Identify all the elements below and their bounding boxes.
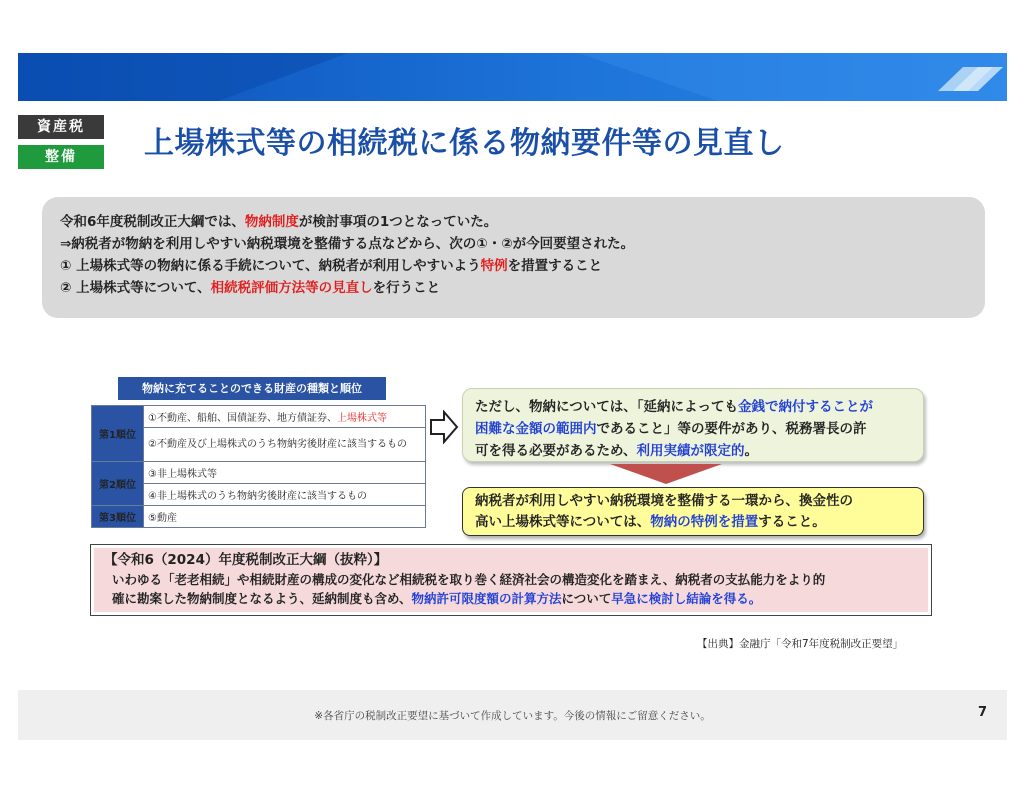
rank-cell: 第1順位 [92, 406, 144, 462]
summary-line-2: ⇒納税者が物納を利用しやすい納税環境を整備する点などから、次の①・②が今回要望された。 [60, 236, 635, 252]
table-row [92, 462, 426, 484]
banner-graphic [18, 53, 1007, 101]
tax-outline-box [90, 544, 932, 616]
source-citation: 【出典】金融庁「令和7年度税制改正要望」 [697, 638, 904, 650]
table-cell: ⑤動産 [144, 506, 426, 528]
property-table [91, 405, 426, 528]
outline-line-1: いわゆる「老老相続」や相続財産の構成の変化など相続税を取り巻く経済社会の構造変化を踏まえ、納税者の支払能力をより的 [112, 572, 826, 587]
outline-heading: 【令和6（2024）年度税制改正大綱（抜粋）】 [104, 552, 388, 568]
table-cell: ①不動産、船舶、国債証券、地方債証券、上場株式等 [144, 406, 426, 428]
page-number: 7 [977, 705, 987, 720]
type-tag: 整備 [18, 145, 104, 169]
footer-note: ※各省庁の税制改正要望に基づいて作成しています。今後の情報にご留意ください。 [314, 710, 711, 722]
summary-line-4: ② 上場株式等について、相続税評価方法等の見直しを行うこと [60, 280, 441, 296]
header-banner [18, 53, 1007, 101]
table-cell: ④非上場株式のうち物納劣後財産に該当するもの [144, 484, 426, 506]
rank-cell: 第3順位 [92, 506, 144, 528]
outline-line-2: 確に勘案した物納制度となるよう、延納制度も含め、物納許可限度額の計算方法について早急に検討し結論を得る。 [112, 591, 762, 606]
summary-line-1: 令和6年度税制改正大綱では、物納制度が検討事項の1つとなっていた。 [60, 214, 498, 230]
rank-cell: 第2順位 [92, 462, 144, 506]
category-tag: 資産税 [18, 115, 104, 139]
summary-line-3: ① 上場株式等の物納に係る手続について、納税者が利用しやすいよう特例を措置すること [60, 258, 603, 274]
table-cell: ③非上場株式等 [144, 462, 426, 484]
property-table-title: 物納に充てることのできる財産の種類と順位 [118, 377, 386, 400]
right-arrow-icon [429, 410, 459, 444]
down-arrow-icon [610, 464, 722, 484]
conclusion-note: 納税者が利用しやすい納税環境を整備する一環から、換金性の 高い上場株式等については、物納の特例を措置すること。 [462, 487, 924, 536]
summary-box [42, 197, 985, 318]
table-row [92, 406, 426, 428]
footer [18, 690, 1007, 740]
requirement-note: ただし、物納については、「延納によっても金銭で納付することが 困難な金額の範囲内であること」等の要件があり、税務署長の許 可を得る必要があるため、利用実績が限定的。 [462, 388, 924, 462]
page-title: 上場株式等の相続税に係る物納要件等の見直し [144, 126, 785, 161]
table-cell: ②不動産及び上場株式のうち物納劣後財産に該当するもの [144, 428, 426, 462]
table-row [92, 506, 426, 528]
